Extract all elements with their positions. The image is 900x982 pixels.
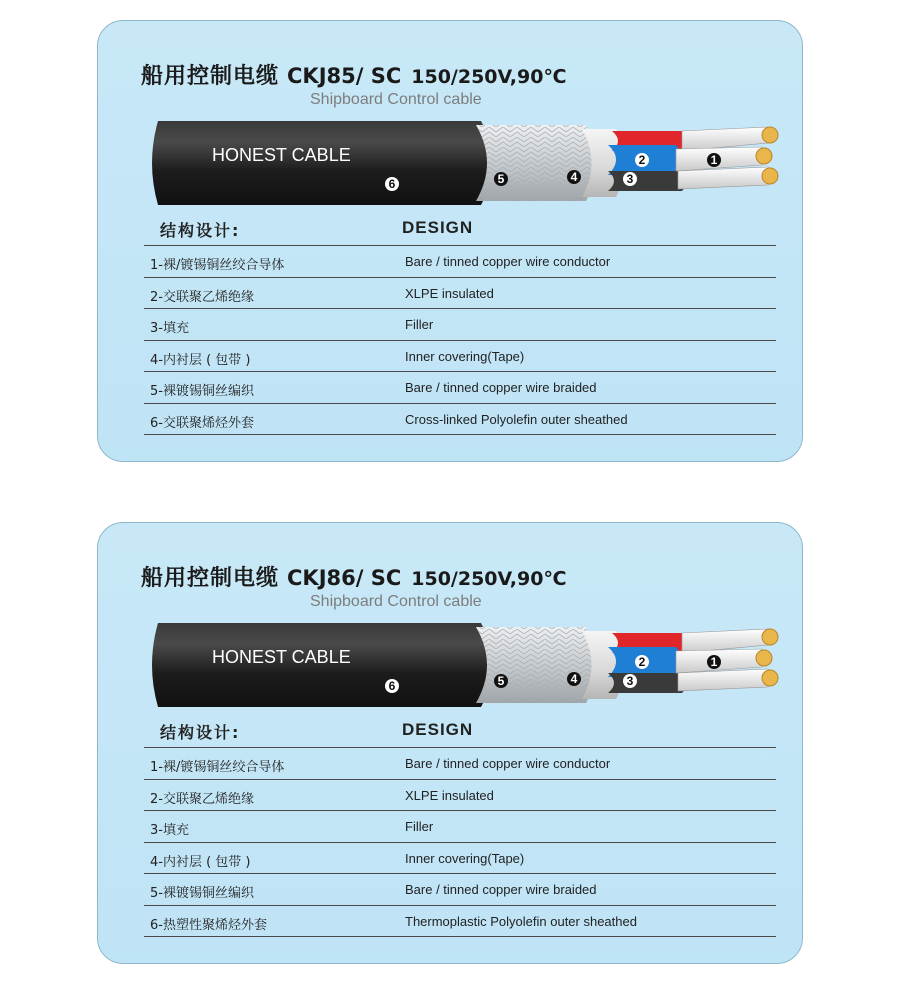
row-chinese: 4-内衬层 ( 包带 ) [150, 854, 251, 870]
marker-2: 2 [638, 153, 646, 167]
conductor-3 [678, 669, 772, 691]
design-header-chinese: 结构设计: [160, 221, 241, 240]
row-chinese: 4-内衬层 ( 包带 ) [150, 352, 251, 368]
row-chinese: 5-裸镀锡铜丝编织 [150, 886, 254, 901]
title-chinese: 船用控制电缆 [141, 64, 280, 89]
marker-1: 1 [710, 153, 718, 167]
table-row [144, 842, 776, 874]
marker-5: 5 [497, 172, 505, 186]
marker-4: 4 [570, 672, 578, 686]
table-row [144, 873, 776, 905]
design-header-chinese: 结构设计: [160, 723, 241, 742]
marker-6: 6 [388, 177, 396, 191]
title-chinese: 船用控制电缆 [141, 566, 280, 591]
row-english: XLPE insulated [405, 787, 494, 803]
table-row [144, 403, 776, 436]
cable-cross-section-illustration [146, 117, 786, 213]
marker-6: 6 [388, 679, 396, 693]
marker-3: 3 [626, 172, 634, 186]
copper-strand-end [762, 670, 778, 686]
copper-strand-end [762, 629, 778, 645]
row-chinese: 5-裸镀锡铜丝编织 [150, 384, 254, 399]
row-english: Bare / tinned copper wire braided [405, 882, 597, 897]
row-english: Filler [405, 819, 434, 834]
conductor-3 [678, 167, 772, 189]
model-number: CKJ86/ SC [287, 566, 402, 590]
row-chinese: 6-交联聚烯烃外套 [150, 415, 254, 431]
table-row [144, 810, 776, 842]
brand-label: HONEST CABLE [212, 647, 351, 667]
copper-strand-end [756, 650, 772, 666]
row-english: Bare / tinned copper wire conductor [405, 756, 611, 771]
row-english: Inner covering(Tape) [405, 850, 525, 866]
voltage-temperature-spec: 150/250V,90℃ [411, 568, 567, 590]
black-filler [608, 171, 687, 191]
row-english: Filler [405, 317, 434, 332]
marker-1: 1 [710, 655, 718, 669]
table-row [144, 277, 776, 309]
product-card-ckj86 [97, 522, 803, 964]
copper-strand-end [762, 127, 778, 143]
row-chinese: 1-裸/镀锡铜丝绞合导体 [150, 258, 285, 273]
row-chinese: 6-热塑性聚烯烃外套 [150, 917, 267, 933]
marker-4: 4 [570, 170, 578, 184]
product-card-ckj85 [97, 20, 803, 462]
row-chinese: 3-填充 [150, 823, 189, 838]
row-english: Thermoplastic Polyolefin outer sheathed [405, 913, 637, 929]
marker-2: 2 [638, 655, 646, 669]
row-english: Bare / tinned copper wire conductor [405, 254, 611, 269]
model-number: CKJ85/ SC [287, 64, 402, 88]
table-row [144, 905, 776, 938]
row-chinese: 1-裸/镀锡铜丝绞合导体 [150, 760, 285, 775]
product-subtitle: Shipboard Control cable [310, 91, 482, 108]
marker-3: 3 [626, 674, 634, 688]
black-filler [608, 673, 687, 693]
table-row [144, 779, 776, 811]
row-chinese: 2-交联聚乙烯绝缘 [150, 791, 254, 807]
table-row [144, 245, 776, 277]
design-header-english: DESIGN [402, 218, 474, 237]
row-english: Inner covering(Tape) [405, 348, 525, 364]
brand-label: HONEST CABLE [212, 145, 351, 165]
marker-5: 5 [497, 674, 505, 688]
row-english: Bare / tinned copper wire braided [405, 380, 597, 395]
copper-strand-end [762, 168, 778, 184]
row-chinese: 3-填充 [150, 321, 189, 336]
table-row [144, 308, 776, 340]
row-chinese: 2-交联聚乙烯绝缘 [150, 289, 254, 305]
copper-strand-end [756, 148, 772, 164]
row-english: Cross-linked Polyolefin outer sheathed [405, 411, 628, 427]
row-english: XLPE insulated [405, 285, 494, 301]
product-subtitle: Shipboard Control cable [310, 593, 482, 610]
table-row [144, 747, 776, 779]
design-header-english: DESIGN [402, 720, 474, 739]
cable-cross-section-illustration [146, 619, 786, 715]
product-title [141, 561, 566, 592]
design-table [144, 245, 776, 435]
design-table [144, 747, 776, 937]
table-row [144, 340, 776, 372]
voltage-temperature-spec: 150/250V,90℃ [411, 66, 567, 88]
product-title [141, 59, 566, 90]
table-row [144, 371, 776, 403]
